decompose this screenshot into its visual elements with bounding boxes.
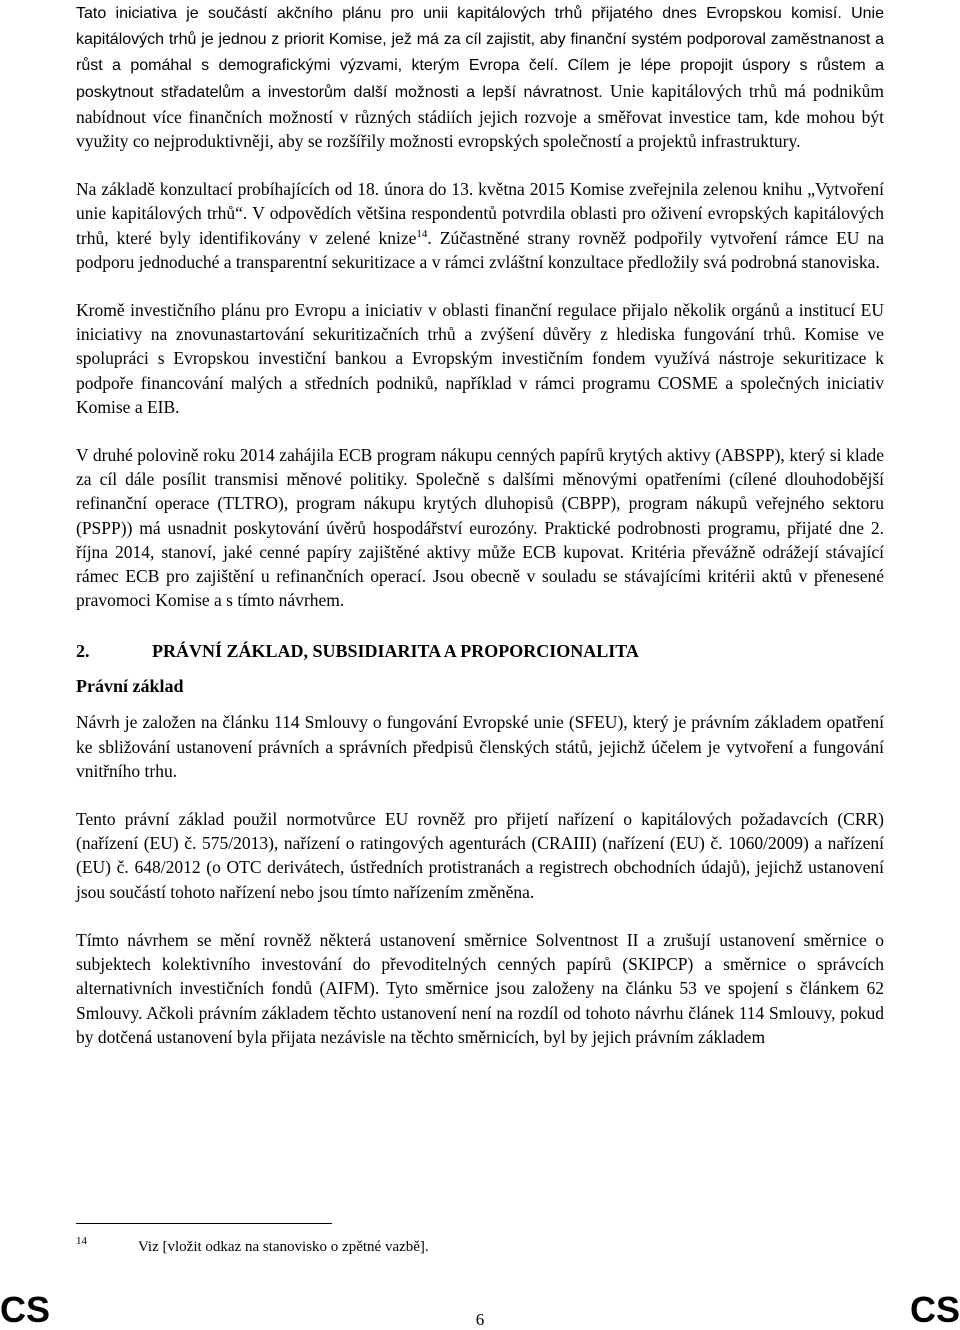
footer-language-left: CS <box>0 1289 51 1330</box>
intro-goal-sentence: Cílem je lépe propojit úspory s růstem a poskytnout střadatelům a investorům další možnosti a lepší návratnost. <box>76 57 884 101</box>
paragraph-directives: Tímto návrhem se mění rovněž některá ustanovení směrnice Solventnost II a zrušují ustanovení směrnice o subjektech kolektivního investování do převoditelných cenných papírů (SKIPCP) a směrnice o správcích alternativních investičních fondů (AIFM). Tyto směrnice jsou založeny na článku 53 ve spojení s článkem 62 Smlouvy. Ačkoli právním základem těchto ustanovení není na rozdíl od tohoto návrhu článek 114 Smlouvy, pokud by dotčená ustanovení byla přijata nezávisle na těchto směrnicích, byl by jejich právním základem <box>76 929 884 1047</box>
subsection-heading: Právní základ <box>76 676 184 697</box>
intro-cmu-sentence: Unie kapitálových trhů má podnikům nabídnout více finančních možností v různých stádiích jejich rozvoje a směřovat investice tam, kde mohou být využity co nejproduktivněji, aby se rozšířily možnosti evropských společností a projektů infrastruktury. <box>76 80 885 152</box>
consultation-text-cont: . Zúčastněné strany rovněž podpořily vytvoření rámce EU na podporu jednoduché a transparentní sekuritizace a v rámci zvláštní konzultace předložily svá podrobná stanoviska. <box>76 227 884 272</box>
document-body <box>76 0 884 1049</box>
page-number: 6 <box>475 1310 485 1329</box>
section-number: 2. <box>76 641 90 662</box>
section-title: PRÁVNÍ ZÁKLAD, SUBSIDIARITA A PROPORCIONALITA <box>152 641 639 662</box>
paragraph-ecb-program: V druhé polovině roku 2014 zahájila ECB program nákupu cenných papírů krytých aktivy (ABSPP), který si klade za cíl dále posílit transmisi měnové politiky. Společně s dalšími měnovými opatřeními (cílené dlouhodobější refinanční operace (TLTRO), program nákupu krytých dluhopisů (CBPP), program nákupů veřejného sektoru (PSPP)) má usnadnit poskytování úvěrů hospodářství eurozóny. Praktické podrobnosti programu, přijaté dne 2. října 2014, stanoví, jaké cenné papíry zajištěné aktivy může ECB kupovat. Kritéria převážně odrážejí stávající rámec ECB pro zajištění u refinančních operací. Jsou obecně v souladu se stávajícími kritérii aktů v přenesené pravomoci Komise a s tímto návrhem. <box>76 445 884 611</box>
paragraph-legal-basis: Návrh je založen na článku 114 Smlouvy o fungování Evropské unie (SFEU), který je právním základem opatření ke sbližování ustanovení právních a správních předpisů členských států, jejichž účelem je vytvoření a fungování vnitřního trhu. <box>76 712 884 781</box>
footnote-mark: 14 <box>76 1235 87 1247</box>
paragraph-legal-basis-usage: Tento právní základ použil normotvůrce EU rovněž pro přijetí nařízení o kapitálových požadavcích (CRR) (nařízení (EU) č. 575/2013), nařízení o ratingových agenturách (CRAIII) (nařízení (EU) č. 1060/2009) a nařízení (EU) č. 648/2012 (o OTC derivátech, ústředních protistranách a registrech obchodních údajů), jejichž ustanovení jsou součástí tohoto nařízení nebo jsou tímto nařízením změněna. <box>76 809 884 902</box>
footer-language-right: CS <box>909 1289 960 1330</box>
footnote-divider <box>76 1223 332 1224</box>
footnote-reference[interactable]: 14 <box>416 227 428 240</box>
paragraph-investment-plan: Kromě investičního plánu pro Evropu a iniciativ v oblasti finanční regulace přijalo několik orgánů a institucí EU iniciativy na znovunastartování sekuritizačních trhů a zvýšení důvěry z hlediska fungování trhů. Komise ve spolupráci s Evropskou investiční bankou a Evropským investičním fondem využívá nástroje sekuritizace k podpoře financování malých a středních podniků, například v rámci programu COSME a společných iniciativ Komise a EIB. <box>76 300 884 417</box>
section-heading <box>76 639 884 663</box>
intro-sentences-sans: Tato iniciativa je součástí akčního plánu pro unii kapitálových trhů přijatého dnes Evropskou komisí. Unie kapitálových trhů je jednou z priorit Komise, jež má za cíl zajistit, aby finanční systém podporoval zaměstnanost a růst a pomáhal s demografickými výzvami, kterým Evropa čelí. <box>76 5 884 75</box>
consultation-text: Na základě konzultací probíhajících od 18. února do 13. května 2015 Komise zveřejnila zelenou knihu „Vytvoření unie kapitálových trhů“. V odpovědích většina respondentů potvrdila oblasti pro oživení evropských kapitálových trhů, které byly identifikovány v zelené knize <box>76 179 884 248</box>
paragraph-intro <box>76 0 884 153</box>
paragraph-consultation <box>76 177 884 274</box>
footnote-text: Viz [vložit odkaz na stanovisko o zpětné vazbě]. <box>138 1239 429 1255</box>
